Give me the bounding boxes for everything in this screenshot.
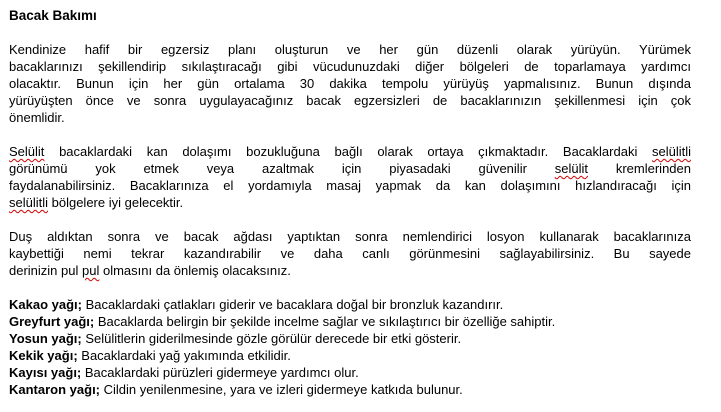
text-segment: yürüyüşten önce ve sonra uygulayacağınız bacak egzersizleri de bacaklarınızın şekillenmesi için çok (9, 93, 691, 108)
oil-description: Bacaklarda belirgin bir şekilde incelme sağlar ve sıkılaştırıcı bir özelliğe sahiptir. (94, 314, 556, 329)
misspelled-word: selülit (554, 161, 588, 176)
oil-description: Bacaklardaki çatlakları giderir ve bacaklara doğal bir bronzluk kazandırır. (81, 297, 504, 312)
oil-list-item (9, 381, 691, 398)
text-line (9, 262, 691, 279)
oil-name: Yosun yağı; (9, 331, 82, 346)
oil-list (9, 296, 691, 398)
paragraph (9, 41, 691, 126)
text-line (9, 143, 691, 160)
oil-description: Bacaklardaki pürüzleri gidermeye yardımcı olur. (81, 365, 359, 380)
oil-name: Greyfurt yağı; (9, 314, 95, 329)
text-line (9, 41, 691, 58)
text-segment: önemlidir. (9, 110, 65, 125)
document-body (9, 7, 691, 398)
paragraphs (9, 41, 691, 279)
text-segment: olacaktır. Bunun için her gün ortalama 30 dakika tempolu yürüyüş yapmalısınız. Bunun dışında (9, 76, 691, 91)
text-line (9, 75, 691, 92)
misspelled-word: Selülit (9, 144, 45, 159)
text-segment: kremlerinden (588, 161, 691, 176)
oil-list-item (9, 296, 691, 313)
misspelled-word: pul (82, 263, 100, 278)
oil-description: Cildin yenilenmesine, yara ve izleri gidermeye katkıda bulunur. (100, 382, 463, 397)
oil-list-item (9, 330, 691, 347)
oil-name: Kakao yağı; (9, 297, 82, 312)
text-line (9, 109, 691, 126)
text-line (9, 245, 691, 262)
paragraph (9, 143, 691, 211)
text-segment: kaybettiği nemi tekrar kazandırabilir ve daha canlı görünmesini sağlayabilirsiniz. Bu sayede (9, 246, 691, 261)
misspelled-word: selülitli (651, 144, 691, 159)
text-line (9, 92, 691, 109)
oil-description: Bacaklardaki yağ yakımında etkilidir. (77, 348, 291, 363)
text-segment: bacaklarınızı şekillendirip sıkılaştıracağı gibi vücudunuzdaki diğer bölgeleri de toparlamaya yardımcı (9, 59, 691, 74)
text-segment: Kendinize hafif bir egzersiz planı oluşturun ve her gün düzenli olarak yürüyün. Yürümek (9, 42, 691, 57)
text-line (9, 160, 691, 177)
paragraph (9, 228, 691, 279)
text-segment: olmasını da önlemiş olacaksınız. (99, 263, 291, 278)
oil-description: Selülitlerin giderilmesinde gözle görülür derecede bir etki gösterir. (81, 331, 462, 346)
oil-list-item (9, 313, 691, 330)
oil-name: Kayısı yağı; (9, 365, 82, 380)
text-segment: faydalanabilirsiniz. Bacaklarınıza el yordamıyla masaj yapmak da kan dolaşımını hızlandıracağı için (9, 178, 691, 193)
oil-list-item (9, 364, 691, 381)
oil-list-item (9, 347, 691, 364)
page-title: Bacak Bakımı (9, 8, 97, 23)
oil-name: Kekik yağı; (9, 348, 78, 363)
text-line (9, 228, 691, 245)
text-segment: bölgelere iyi gelecektir. (48, 195, 184, 210)
text-line (9, 177, 691, 194)
text-segment: görünümü yok etmek veya azaltmak için piyasadaki güvenilir (9, 161, 555, 176)
oil-name: Kantaron yağı; (9, 382, 101, 397)
text-line (9, 194, 691, 211)
misspelled-word: selülitli (9, 195, 49, 210)
text-segment: derinizin pul (9, 263, 82, 278)
text-segment: Duş aldıktan sonra ve bacak ağdası yaptıktan sonra nemlendirici losyon kullanarak bacaklarınıza (9, 229, 691, 244)
text-segment: bacaklardaki kan dolaşımı bozukluğuna bağlı olarak ortaya çıkmaktadır. Bacaklardaki (44, 144, 652, 159)
text-line (9, 58, 691, 75)
